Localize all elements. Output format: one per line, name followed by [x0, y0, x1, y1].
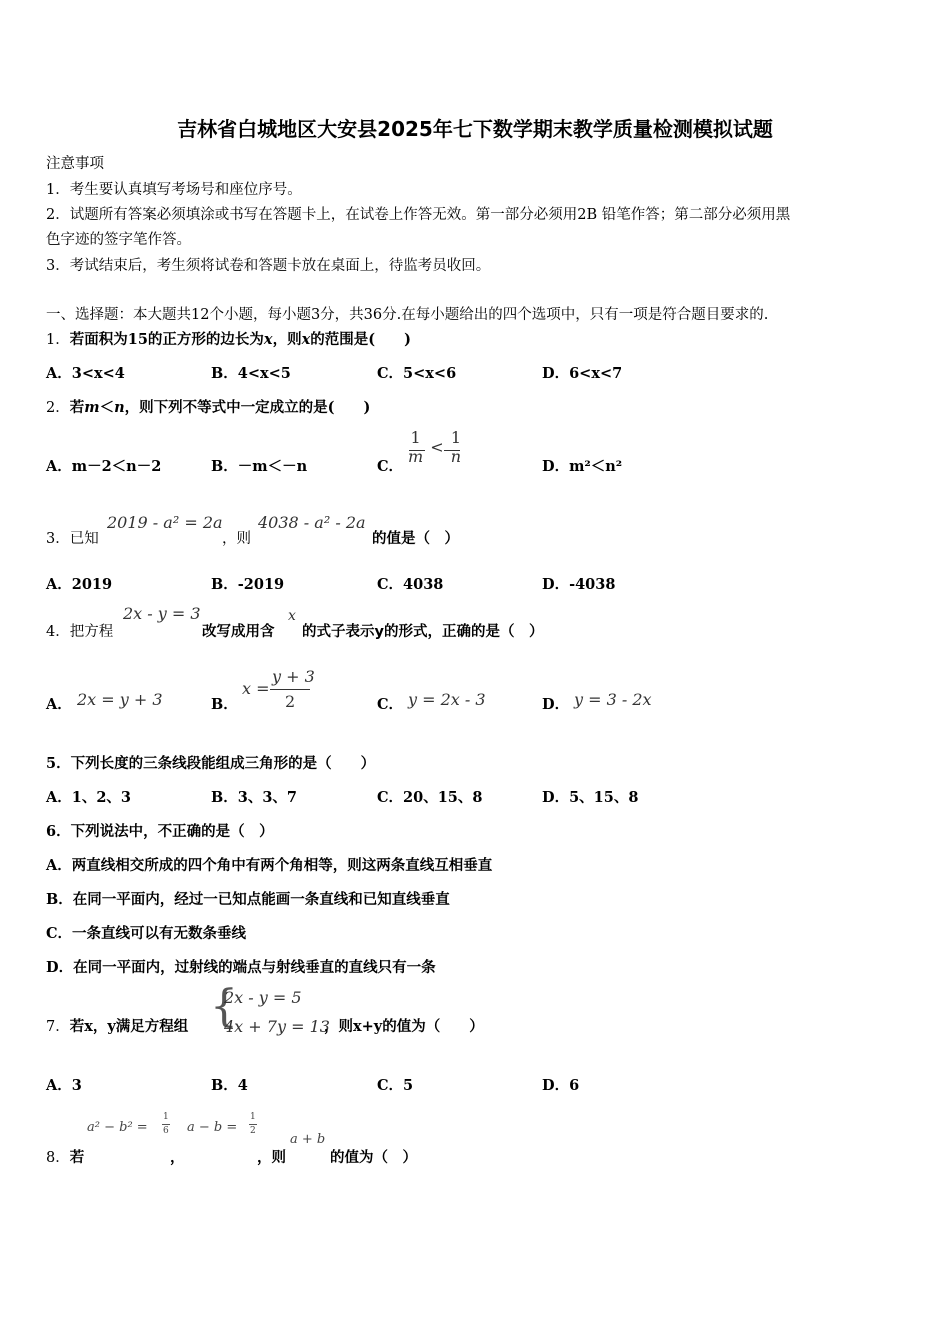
q3-option-a[interactable]: A．2019: [46, 576, 113, 593]
q5-option-d[interactable]: D．5、15、8: [542, 789, 639, 806]
question-5: 5．下列长度的三条线段能组成三角形的是（ ）: [46, 755, 376, 772]
q8-text-c: 的值为（ ）: [330, 1149, 417, 1166]
q6-option-b[interactable]: B．在同一平面内，经过一已知点能画一条直线和已知直线垂直: [46, 891, 450, 908]
q8-text-b: ，则: [257, 1149, 286, 1166]
q8-text-a: 若: [69, 1149, 85, 1166]
q5-option-a[interactable]: A．1、2、3: [46, 789, 132, 806]
q4-option-a-label[interactable]: A．: [46, 696, 72, 713]
q1-option-a[interactable]: A．3<x<4: [46, 365, 125, 382]
q5-option-b[interactable]: B．3、3、7: [211, 789, 298, 806]
q3-number: 3．: [46, 531, 70, 547]
q3-text-c: 的值是（ ）: [372, 530, 459, 547]
q1-text-c: 的范围是( ): [310, 331, 411, 348]
q8-frac2-den: 2: [250, 1126, 256, 1136]
q8-frac1-den: 6: [163, 1126, 169, 1136]
q8-frac2-num: 1: [250, 1112, 256, 1122]
q3-expr-2: 4038 - a² - 2a: [258, 513, 366, 532]
q2-c-num2: 1: [450, 428, 462, 447]
q8-frac1-bar: [162, 1124, 170, 1125]
q1-text-a: 若面积为15的正方形的边长为: [69, 331, 264, 348]
q3-option-b[interactable]: B．-2019: [211, 576, 285, 593]
q4-option-d-math[interactable]: y = 3 - 2x: [574, 690, 652, 709]
q4-option-b-den: 2: [285, 692, 296, 711]
q8-expr-2: a − b =: [187, 1120, 238, 1135]
q1-option-b[interactable]: B．4<x<5: [211, 365, 291, 382]
question-1: [46, 328, 411, 349]
q4-text-d: 的形式，正确的是（ ）: [383, 623, 544, 640]
q2-text-a: 若: [69, 399, 85, 416]
q4-option-b-label[interactable]: B．: [211, 696, 238, 713]
q8-number: 8．: [46, 1150, 70, 1166]
q2-option-c-math[interactable]: [406, 428, 463, 466]
q4-expr: 2x - y = 3: [123, 604, 201, 623]
section-heading: 一、选择题：本大题共12个小题，每小题3分，共36分.在每小题给出的四个选项中，只有一项是符合题目要求的.: [46, 307, 769, 323]
question-4-prefix: [46, 620, 113, 641]
q2-number: 2．: [46, 400, 70, 416]
q8-separator: ，: [170, 1149, 185, 1166]
q8-expr-1: a² − b² =: [87, 1120, 148, 1135]
q7-option-d[interactable]: D．6: [542, 1077, 580, 1094]
q2-lt: ＜: [99, 399, 115, 416]
notice-item-1: 1．考生要认真填写考场号和座位序号。: [46, 182, 302, 198]
notice-heading: 注意事项: [46, 156, 104, 172]
q2-option-c-label[interactable]: C．: [377, 458, 404, 475]
q7-text-a: 若x，y满足方程组: [69, 1018, 189, 1035]
q1-number: 1．: [46, 332, 70, 348]
question-3-prefix: [46, 527, 99, 548]
q7-equation-1: 2x - y = 5: [224, 988, 302, 1007]
question-7-prefix: [46, 1015, 188, 1036]
q3-option-d[interactable]: D．-4038: [542, 576, 616, 593]
q4-text-a: 把方程: [69, 624, 114, 640]
q2-option-a[interactable]: A．m－2＜n－2: [46, 458, 162, 475]
q2-option-d[interactable]: D．m²＜n²: [542, 458, 623, 475]
q2-option-b[interactable]: B．－m＜－n: [211, 458, 308, 475]
q2-c-fraction-bar-2: [444, 450, 460, 451]
q2-c-lt: <: [430, 437, 444, 457]
q8-frac1-num: 1: [163, 1112, 169, 1122]
q2-c-num1: 1: [410, 428, 421, 447]
notice-item-2: 2．试题所有答案必须填涂或书写在答题卡上，在试卷上作答无效。第一部分必须用2B 铅笔作答；第二部分必须用黑: [46, 207, 791, 223]
q4-option-b-fraction-bar: [270, 689, 310, 690]
q2-c-den1: m: [408, 447, 424, 466]
q2-c-fraction-bar-1: [409, 450, 425, 451]
q4-option-b-num: y + 3: [272, 667, 315, 686]
question-2: [46, 396, 370, 417]
q7-system-brace-icon: {: [210, 981, 238, 1032]
q1-var-x: x: [263, 331, 273, 348]
q4-option-c-label[interactable]: C．: [377, 696, 404, 713]
q4-text-c-group: [302, 620, 543, 641]
q1-option-d[interactable]: D．6<x<7: [542, 365, 623, 382]
q4-text-c: 的式子表示: [302, 623, 375, 640]
q4-option-d-label[interactable]: D．: [542, 696, 570, 713]
page-title: 吉林省白城地区大安县2025年七下数学期末教学质量检测模拟试题: [177, 117, 773, 141]
q4-number: 4．: [46, 624, 70, 640]
q6-option-c[interactable]: C．一条直线可以有无数条垂线: [46, 925, 247, 942]
q7-text-b: ，则x+y的值为（ ）: [324, 1018, 484, 1035]
q4-option-b-lhs[interactable]: x =: [242, 679, 270, 698]
question-6: 6．下列说法中，不正确的是（ ）: [46, 823, 274, 840]
q1-option-c[interactable]: C．5<x<6: [377, 365, 457, 382]
q3-text-b: ，则: [222, 531, 251, 547]
q3-option-c[interactable]: C．4038: [377, 576, 444, 593]
notice-item-3: 3．考试结束后，考生须将试卷和答题卡放在桌面上，待监考员收回。: [46, 258, 491, 274]
notice-item-2-cont: 色字迹的签字笔作答。: [46, 232, 191, 248]
q6-option-a[interactable]: A．两直线相交所成的四个角中有两个角相等，则这两条直线互相垂直: [46, 857, 493, 874]
q7-option-b[interactable]: B．4: [211, 1077, 248, 1094]
q6-option-d[interactable]: D．在同一平面内，过射线的端点与射线垂直的直线只有一条: [46, 959, 436, 976]
q1-text-b: ，则: [272, 331, 302, 348]
q7-number: 7．: [46, 1019, 70, 1035]
q8-frac2-bar: [249, 1124, 257, 1125]
q4-text-b: 改写成用含: [202, 623, 275, 640]
q7-option-c[interactable]: C．5: [377, 1077, 414, 1094]
q2-var-n: n: [114, 399, 125, 416]
q5-option-c[interactable]: C．20、15、8: [377, 789, 483, 806]
q8-expr-3: a + b: [290, 1132, 326, 1147]
q4-var-x: x: [288, 608, 296, 624]
q7-option-a[interactable]: A．3: [46, 1077, 82, 1094]
q4-option-c-math[interactable]: y = 2x - 3: [408, 690, 486, 709]
q3-text-a: 已知: [69, 531, 99, 547]
q3-expr-1: 2019 - a² = 2a: [107, 513, 223, 532]
q2-text-c: ，则下列不等式中一定成立的是( ): [124, 399, 371, 416]
q2-c-den2: n: [450, 447, 462, 466]
q2-var-m: m: [84, 399, 100, 416]
q1-var-x2: x: [301, 331, 311, 348]
q4-option-a-math[interactable]: 2x = y + 3: [77, 690, 163, 709]
q7-equation-2: 4x + 7y = 13: [224, 1017, 330, 1036]
question-8-prefix: [46, 1146, 84, 1167]
q4-var-y: y: [374, 624, 384, 640]
